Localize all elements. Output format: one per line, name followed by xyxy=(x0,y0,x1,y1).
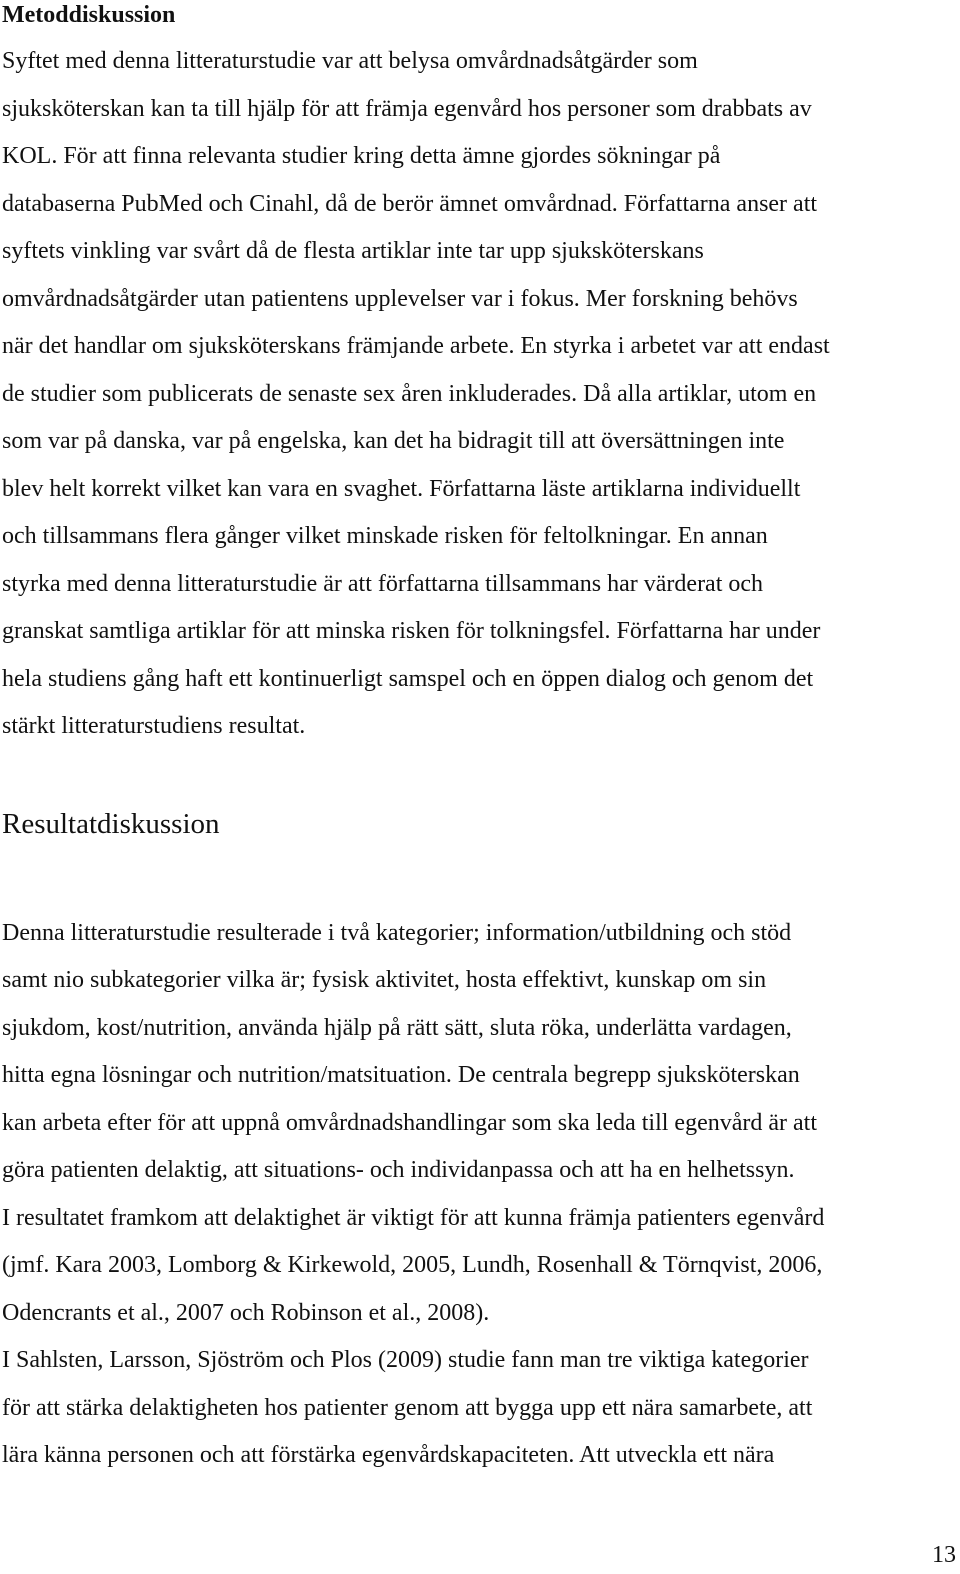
paragraph-line: omvårdnadsåtgärder utan patientens upplevelser var i fokus. Mer forskning behövs xyxy=(2,286,798,312)
paragraph-line: Syftet med denna litteraturstudie var att belysa omvårdnadsåtgärder som xyxy=(2,48,698,74)
section-heading-resultatdiskussion: Resultatdiskussion xyxy=(2,808,220,840)
section-heading-metoddiskussion: Metoddiskussion xyxy=(2,2,176,28)
paragraph-line: Denna litteraturstudie resulterade i två kategorier; information/utbildning och stöd xyxy=(2,920,792,946)
paragraph-line: sjuksköterskan kan ta till hjälp för att främja egenvård hos personer som drabbats av xyxy=(2,96,812,122)
paragraph-line: Odencrants et al., 2007 och Robinson et al., 2008). xyxy=(2,1300,490,1326)
paragraph-line: hitta egna lösningar och nutrition/matsituation. De centrala begrepp sjuksköterskan xyxy=(2,1062,800,1088)
paragraph-line: stärkt litteraturstudiens resultat. xyxy=(2,713,306,739)
paragraph-line: göra patienten delaktig, att situations- och individanpassa och att ha en helhetssyn. xyxy=(2,1157,795,1183)
paragraph-line: I resultatet framkom att delaktighet är viktigt för att kunna främja patienters egenvård xyxy=(2,1205,825,1231)
paragraph-line: granskat samtliga artiklar för att minska risken för tolkningsfel. Författarna har under xyxy=(2,618,821,644)
paragraph-line: lära känna personen och att förstärka egenvårdskapaciteten. Att utveckla ett nära xyxy=(2,1442,775,1468)
paragraph-line: I Sahlsten, Larsson, Sjöström och Plos (2009) studie fann man tre viktiga kategorier xyxy=(2,1347,809,1373)
paragraph-line: kan arbeta efter för att uppnå omvårdnadshandlingar som ska leda till egenvård är att xyxy=(2,1110,818,1136)
paragraph-line: som var på danska, var på engelska, kan det ha bidragit till att översättningen inte xyxy=(2,428,785,454)
page-number: 13 xyxy=(932,1542,956,1568)
paragraph-line: när det handlar om sjuksköterskans främjande arbete. En styrka i arbetet var att endast xyxy=(2,333,830,359)
paragraph-line: och tillsammans flera gånger vilket minskade risken för feltolkningar. En annan xyxy=(2,523,768,549)
paragraph-line: blev helt korrekt vilket kan vara en svaghet. Författarna läste artiklarna individuellt xyxy=(2,476,801,502)
paragraph-line: styrka med denna litteraturstudie är att författarna tillsammans har värderat och xyxy=(2,571,764,597)
paragraph-line: KOL. För att finna relevanta studier kring detta ämne gjordes sökningar på xyxy=(2,143,721,169)
paragraph-line: sjukdom, kost/nutrition, använda hjälp på rätt sätt, sluta röka, underlätta vardagen, xyxy=(2,1015,792,1041)
paragraph-line: syftets vinkling var svårt då de flesta artiklar inte tar upp sjuksköterskans xyxy=(2,238,704,264)
paragraph-line: (jmf. Kara 2003, Lomborg & Kirkewold, 2005, Lundh, Rosenhall & Törnqvist, 2006, xyxy=(2,1252,823,1278)
paragraph-line: de studier som publicerats de senaste sex åren inkluderades. Då alla artiklar, utom en xyxy=(2,381,817,407)
paragraph-line: för att stärka delaktigheten hos patienter genom att bygga upp ett nära samarbete, att xyxy=(2,1395,813,1421)
paragraph-line: hela studiens gång haft ett kontinuerligt samspel och en öppen dialog och genom det xyxy=(2,666,814,692)
paragraph-line: databaserna PubMed och Cinahl, då de berör ämnet omvårdnad. Författarna anser att xyxy=(2,191,818,217)
paragraph-line: samt nio subkategorier vilka är; fysisk aktivitet, hosta effektivt, kunskap om sin xyxy=(2,967,767,993)
